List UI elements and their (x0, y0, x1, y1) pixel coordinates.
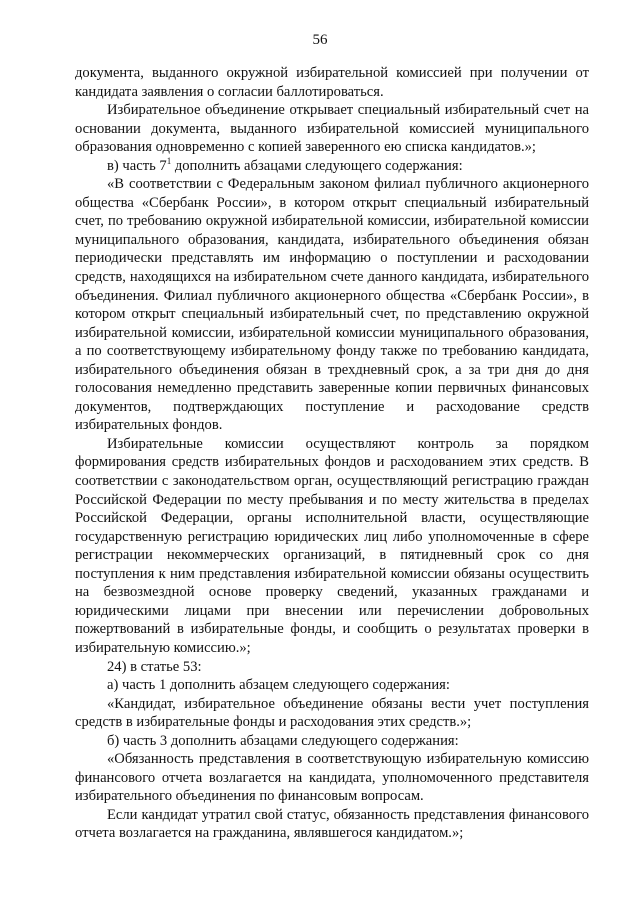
page-number: 56 (312, 32, 328, 48)
paragraph-9: б) часть 3 дополнить абзацами следующего содержания: (107, 732, 459, 749)
paragraph-6: 24) в статье 53: (107, 658, 202, 675)
paragraph-5: Избирательные комиссии осуществляют контроль за порядком формирования средств избирательных фондов и расходованием этих средств. В соответствии с законодательством орган, осуществляющий регистрацию граждан Российской Федерации по месту пребывания и по месту жительства в пределах Российской Федерации, органы исполнительной власти, осуществляющие государственную регистрацию юридических лиц либо уполномоченные в сфере регистрации некоммерческих организаций, в пятидневный срок со дня поступления к ним представления избирательной комиссии обязаны осуществить на безвозмездной основе проверку сведений, указанных гражданами и юридическими лицами при внесении или перечислении добровольных пожертвований в избирательные фонды, и сообщить о результатах проверки в избирательную комиссию.»; (75, 435, 589, 656)
part-7-superscript: 1 (166, 155, 172, 166)
paragraph-10: «Обязанность представления в соответствующую избирательную комиссию финансового отчета возлагается на кандидата, уполномоченного представителя избирательного объединения по финансовым вопросам. (75, 751, 589, 805)
paragraph-1: документа, выданного окружной избирательной комиссией при получении от кандидата заявления о согласии баллотироваться. (75, 65, 589, 100)
part-7-suffix: дополнить абзацами следующего содержания: (171, 157, 463, 174)
paragraph-11: Если кандидат утратил свой статус, обязанность представления финансового отчета возлагается на гражданина, являвшегося кандидатом.»; (75, 806, 589, 842)
paragraph-2: Избирательное объединение открывает специальный избирательный счет на основании документа, выданного избирательной комиссией муниципального образования одновременно с копией заверенного ею списка кандидатов.»; (75, 102, 589, 156)
paragraph-4: «В соответствии с Федеральным законом филиал публичного акционерного общества «Сбербанк России», в котором открыт специальный избирательный счет, по требованию окружной избирательной комиссии, избирательной комиссии муниципального образования, кандидата, избирательного объединения обязан периодически представлять им информацию о поступлении и расходовании средств, находящихся на избирательном счете данного кандидата, избирательного объединения. Филиал публичного акционерного общества «Сбербанк России», в котором открыт специальный избирательный счет, по представлению окружной избирательной комиссии, избирательной комиссии муниципального образования, а по соответствующему избирательному фонду также по требованию кандидата, избирательного объединения обязан в трехдневный срок, а за три дня до дня голосования немедленно представить заверенные копии первичных финансовых документов, подтверждающих поступление и расходование средств избирательных фондов. (75, 176, 589, 434)
paragraph-8: «Кандидат, избирательное объединение обязаны вести учет поступления средств в избирательные фонды и расходования этих средств.»; (75, 695, 589, 731)
part-7-label: в) часть 7 (107, 157, 167, 174)
paragraph-7: а) часть 1 дополнить абзацем следующего содержания: (107, 677, 450, 694)
document-body (75, 64, 589, 843)
paragraph-3 (75, 157, 589, 176)
